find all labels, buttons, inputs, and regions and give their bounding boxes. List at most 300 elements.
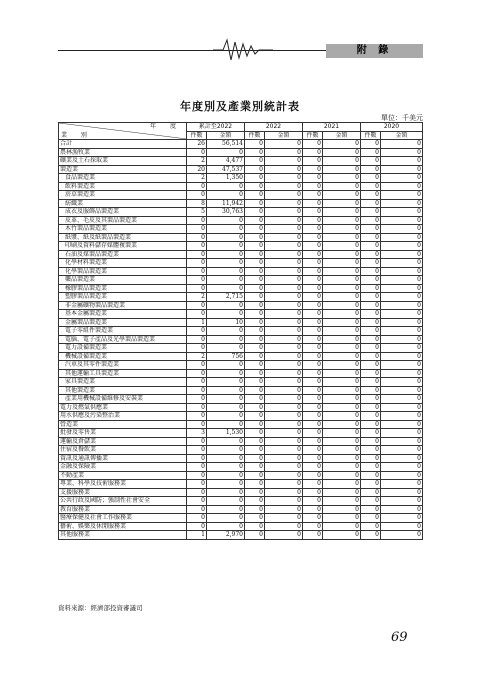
amount-cell: 0 [381,148,423,157]
industry-label: 批發及零售業 [59,429,187,438]
amount-cell: 0 [265,165,303,174]
amount-cell: 0 [265,216,303,225]
count-cell: 0 [187,327,207,336]
table-row [59,420,423,429]
table-row [59,471,423,480]
amount-cell: 0 [265,361,303,370]
amount-cell: 0 [323,208,361,217]
industry-label: 專業、科學及技術服務業 [59,480,187,489]
amount-cell: 0 [381,293,423,302]
table-row [59,233,423,242]
industry-label: 不動產業 [59,471,187,480]
count-cell: 20 [187,165,207,174]
amount-cell: 0 [265,199,303,208]
table-row [59,505,423,514]
count-cell: 0 [303,276,323,285]
amount-cell: 0 [323,284,361,293]
table-row [59,301,423,310]
amount-cell: 0 [207,403,245,412]
amount-cell: 0 [323,361,361,370]
amount-cell: 0 [265,293,303,302]
count-cell: 2 [187,174,207,183]
count-cell: 0 [303,395,323,404]
amount-cell: 0 [265,471,303,480]
amount-cell: 0 [381,369,423,378]
table-row [59,522,423,531]
amount-cell: 0 [381,463,423,472]
industry-label: 成衣及服飾品製造業 [59,208,187,217]
count-header: 件數 [361,131,381,140]
table-row [59,157,423,166]
count-cell: 0 [361,318,381,327]
amount-cell: 0 [265,386,303,395]
count-cell: 0 [361,361,381,370]
amount-cell: 0 [381,497,423,506]
industry-label: 化學材料製造業 [59,259,187,268]
amount-cell: 0 [207,276,245,285]
industry-label: 電力設備製造業 [59,344,187,353]
amount-cell: 0 [381,446,423,455]
year-header: 2021 [303,123,361,132]
count-cell: 0 [187,488,207,497]
industry-label: 塑膠製品製造業 [59,293,187,302]
industry-label: 家具製造業 [59,378,187,387]
count-cell: 0 [187,284,207,293]
amount-cell: 2,970 [207,531,245,540]
amount-cell: 0 [381,514,423,523]
count-cell: 0 [245,531,265,540]
count-cell: 0 [361,335,381,344]
count-cell: 0 [303,335,323,344]
count-cell: 0 [245,267,265,276]
industry-label: 化學製品製造業 [59,267,187,276]
count-cell: 0 [361,386,381,395]
amount-cell: 0 [381,420,423,429]
amount-cell: 0 [207,335,245,344]
count-cell: 0 [361,437,381,446]
count-cell: 0 [187,216,207,225]
count-cell: 0 [187,250,207,259]
table-row [59,208,423,217]
table-row [59,446,423,455]
amount-cell: 0 [207,446,245,455]
amount-cell: 0 [207,284,245,293]
amount-cell: 0 [207,242,245,251]
industry-label: 藥品製造業 [59,276,187,285]
amount-cell: 0 [323,157,361,166]
count-header: 件數 [303,131,323,140]
amount-cell: 0 [323,318,361,327]
year-header: 2020 [361,123,423,132]
count-cell: 0 [303,293,323,302]
industry-label: 住宿及餐飲業 [59,446,187,455]
amount-cell: 0 [265,259,303,268]
count-cell: 0 [361,403,381,412]
amount-cell: 0 [265,225,303,234]
amount-cell: 0 [265,276,303,285]
amount-cell: 0 [323,225,361,234]
corner-year-label: 年 度 [150,123,182,130]
amount-cell: 1,530 [207,429,245,438]
count-cell: 0 [303,301,323,310]
count-cell: 0 [361,514,381,523]
count-cell: 0 [245,140,265,149]
amount-cell: 0 [265,174,303,183]
industry-label: 基本金屬製造業 [59,310,187,319]
count-cell: 0 [361,301,381,310]
amount-cell: 0 [323,327,361,336]
table-row [59,497,423,506]
amount-cell: 0 [265,420,303,429]
count-cell: 0 [187,514,207,523]
amount-cell: 0 [381,267,423,276]
amount-cell: 0 [265,395,303,404]
amount-cell: 0 [265,182,303,191]
count-cell: 0 [361,242,381,251]
amount-cell: 0 [381,259,423,268]
amount-cell: 0 [265,369,303,378]
amount-cell: 11,942 [207,199,245,208]
amount-cell: 30,763 [207,208,245,217]
amount-cell: 0 [381,386,423,395]
amount-cell: 0 [265,310,303,319]
count-cell: 0 [361,191,381,200]
amount-cell: 0 [381,361,423,370]
amount-cell: 0 [207,225,245,234]
industry-label: 支援服務業 [59,488,187,497]
count-cell: 0 [361,157,381,166]
amount-cell: 0 [265,437,303,446]
table-row [59,335,423,344]
count-cell: 0 [187,395,207,404]
table-row [59,361,423,370]
count-header: 件數 [187,131,207,140]
amount-cell: 0 [381,480,423,489]
table-row [59,463,423,472]
count-cell: 0 [303,267,323,276]
amount-cell: 0 [381,250,423,259]
industry-label: 飲料製造業 [59,182,187,191]
count-cell: 0 [187,301,207,310]
table-row [59,199,423,208]
industry-label: 電力及燃氣供應業 [59,403,187,412]
count-cell: 0 [361,369,381,378]
count-cell: 0 [245,488,265,497]
count-cell: 0 [361,208,381,217]
amount-cell: 0 [265,352,303,361]
amount-cell: 0 [323,446,361,455]
amount-cell: 0 [207,412,245,421]
amount-cell: 0 [323,174,361,183]
amount-cell: 0 [381,505,423,514]
count-cell: 0 [303,446,323,455]
amount-cell: 0 [265,412,303,421]
count-cell: 0 [187,182,207,191]
count-cell: 0 [361,148,381,157]
table-row [59,344,423,353]
amount-cell: 0 [323,242,361,251]
industry-label: 菸草製造業 [59,191,187,200]
amount-cell: 0 [323,429,361,438]
industry-label: 藝術、娛樂及休閒服務業 [59,522,187,531]
amount-cell: 0 [381,191,423,200]
amount-cell: 0 [381,352,423,361]
count-cell: 0 [245,463,265,472]
count-cell: 0 [361,250,381,259]
amount-cell: 0 [323,395,361,404]
count-cell: 0 [303,182,323,191]
amount-cell: 0 [323,531,361,540]
table-row [59,437,423,446]
count-cell: 0 [245,378,265,387]
amount-cell: 0 [381,378,423,387]
count-cell: 0 [245,361,265,370]
amount-cell: 0 [265,488,303,497]
amount-cell: 0 [381,165,423,174]
industry-label: 資訊及通訊傳播業 [59,454,187,463]
industry-label: 食品製造業 [59,174,187,183]
count-cell: 1 [187,318,207,327]
amount-cell: 0 [381,412,423,421]
unit-label: 單位：千美元 [381,114,423,122]
amount-cell: 0 [207,463,245,472]
industry-label: 產業用機械設備維修及安裝業 [59,395,187,404]
amount-cell: 0 [265,148,303,157]
amount-cell: 0 [207,233,245,242]
count-cell: 0 [245,148,265,157]
count-cell: 0 [245,199,265,208]
amount-cell: 0 [265,242,303,251]
amount-cell: 0 [323,344,361,353]
amount-cell: 0 [265,463,303,472]
count-cell: 0 [361,182,381,191]
amount-cell: 0 [381,471,423,480]
amount-cell: 0 [381,318,423,327]
amount-cell: 0 [323,293,361,302]
amount-cell: 0 [323,335,361,344]
industry-label: 石油及煤製品製造業 [59,250,187,259]
amount-cell: 0 [323,148,361,157]
industry-label: 金屬製品製造業 [59,318,187,327]
amount-cell: 0 [207,344,245,353]
amount-cell: 0 [381,488,423,497]
count-cell: 0 [245,174,265,183]
count-cell: 0 [303,386,323,395]
amount-cell: 0 [381,531,423,540]
count-cell: 2 [187,293,207,302]
count-cell: 0 [187,446,207,455]
table-row [59,454,423,463]
count-cell: 0 [187,412,207,421]
count-cell: 0 [245,480,265,489]
count-cell: 0 [187,497,207,506]
amount-cell: 0 [381,344,423,353]
count-cell: 0 [303,208,323,217]
count-cell: 0 [245,352,265,361]
amount-cell: 0 [323,522,361,531]
table-row [59,378,423,387]
page-title: 年度別及產業別統計表 [180,100,300,113]
count-cell: 0 [245,403,265,412]
amount-cell: 0 [381,199,423,208]
amount-cell: 0 [323,191,361,200]
amount-cell: 0 [323,276,361,285]
table-row [59,250,423,259]
amount-cell: 0 [381,157,423,166]
statistics-table [58,122,423,540]
amount-cell: 0 [207,420,245,429]
count-cell: 0 [187,378,207,387]
count-cell: 0 [187,505,207,514]
count-cell: 0 [361,233,381,242]
amount-cell: 0 [381,327,423,336]
amount-header: 金額 [381,131,423,140]
count-cell: 0 [361,429,381,438]
amount-cell: 0 [323,488,361,497]
count-cell: 0 [187,148,207,157]
table-row [59,148,423,157]
count-cell: 0 [361,216,381,225]
count-cell: 0 [361,310,381,319]
table-row [59,242,423,251]
count-cell: 2 [187,157,207,166]
count-cell: 0 [187,480,207,489]
count-cell: 0 [303,199,323,208]
amount-cell: 0 [381,208,423,217]
count-cell: 0 [245,522,265,531]
count-cell: 0 [245,208,265,217]
amount-cell: 0 [265,327,303,336]
section-tab: 附 錄 [326,44,423,58]
industry-label: 非金屬礦物製品製造業 [59,301,187,310]
count-cell: 0 [361,327,381,336]
count-cell: 0 [245,497,265,506]
count-cell: 0 [187,437,207,446]
table-row [59,216,423,225]
count-cell: 0 [245,165,265,174]
amount-cell: 0 [265,267,303,276]
count-cell: 0 [361,446,381,455]
count-cell: 0 [245,429,265,438]
count-cell: 0 [187,522,207,531]
amount-cell: 0 [265,454,303,463]
count-cell: 0 [303,233,323,242]
industry-label: 其他服務業 [59,531,187,540]
amount-cell: 1,350 [207,174,245,183]
industry-label: 合計 [59,140,187,149]
count-cell: 0 [303,437,323,446]
count-cell: 0 [245,233,265,242]
amount-cell: 0 [207,386,245,395]
amount-cell: 0 [265,497,303,506]
count-cell: 0 [361,505,381,514]
count-cell: 0 [303,148,323,157]
count-cell: 0 [361,420,381,429]
amount-cell: 0 [265,522,303,531]
count-cell: 0 [245,446,265,455]
count-cell: 0 [361,140,381,149]
count-cell: 0 [187,335,207,344]
count-cell: 0 [361,259,381,268]
amount-cell: 0 [265,480,303,489]
table-row [59,480,423,489]
count-cell: 26 [187,140,207,149]
count-cell: 0 [361,480,381,489]
count-cell: 0 [361,174,381,183]
count-cell: 0 [245,327,265,336]
count-cell: 0 [303,497,323,506]
header-rule [58,50,328,51]
table-body [59,140,423,540]
count-cell: 2 [187,352,207,361]
amount-cell: 0 [323,310,361,319]
amount-cell: 0 [323,259,361,268]
count-cell: 0 [303,259,323,268]
industry-label: 製造業 [59,165,187,174]
amount-header: 金額 [265,131,303,140]
amount-cell: 0 [323,301,361,310]
source-note: 資料來源：經濟部投資審議司 [58,604,143,612]
amount-cell: 0 [381,284,423,293]
industry-label: 其他運輸工具製造業 [59,369,187,378]
count-cell: 0 [303,318,323,327]
table-row [59,140,423,149]
industry-label: 金融及保險業 [59,463,187,472]
table-row [59,395,423,404]
amount-cell: 0 [207,327,245,336]
count-cell: 0 [361,267,381,276]
count-cell: 0 [187,420,207,429]
amount-cell: 0 [265,301,303,310]
amount-cell: 0 [323,437,361,446]
count-cell: 0 [361,454,381,463]
amount-cell: 0 [381,403,423,412]
table-row [59,259,423,268]
count-cell: 0 [361,395,381,404]
count-cell: 0 [303,140,323,149]
count-cell: 0 [245,242,265,251]
amount-cell: 56,514 [207,140,245,149]
amount-cell: 0 [381,174,423,183]
amount-cell: 0 [323,412,361,421]
amount-cell: 0 [323,480,361,489]
amount-cell: 0 [207,216,245,225]
count-cell: 1 [187,531,207,540]
count-cell: 0 [303,191,323,200]
amount-cell: 0 [207,148,245,157]
heartbeat-line-icon [213,38,273,62]
count-cell: 0 [245,505,265,514]
count-cell: 0 [187,259,207,268]
count-cell: 0 [303,216,323,225]
count-cell: 0 [187,471,207,480]
amount-cell: 0 [207,488,245,497]
amount-cell: 0 [323,140,361,149]
count-cell: 0 [361,165,381,174]
count-cell: 0 [303,522,323,531]
amount-cell: 0 [265,403,303,412]
table-row [59,488,423,497]
count-cell: 0 [303,488,323,497]
amount-cell: 0 [207,250,245,259]
table-row [59,225,423,234]
amount-cell: 0 [207,378,245,387]
industry-label: 教育服務業 [59,505,187,514]
amount-cell: 0 [323,267,361,276]
amount-cell: 0 [323,165,361,174]
count-cell: 0 [303,420,323,429]
count-cell: 0 [245,310,265,319]
